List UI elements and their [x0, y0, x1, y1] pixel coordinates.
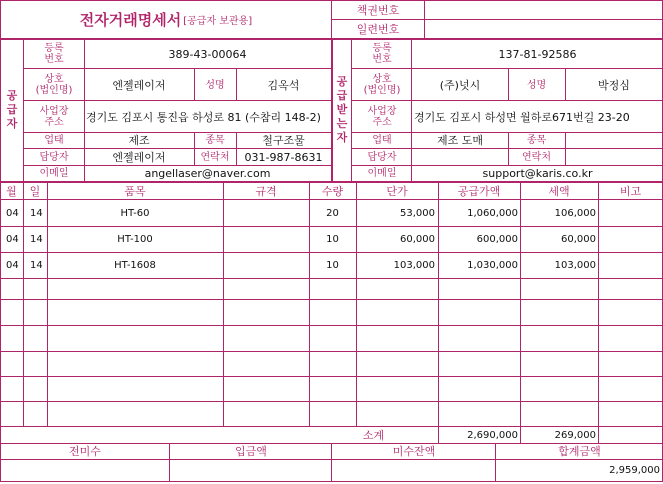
supplier-biztype-label: 업태: [44, 135, 64, 146]
grid-line: [351, 165, 663, 166]
grid-line: [169, 443, 170, 482]
supplier-email: angellaser@naver.com: [144, 166, 271, 180]
grid-line: [0, 0, 1, 482]
grid-line: [0, 226, 663, 227]
receiver-side-char: 자: [336, 131, 348, 144]
balance-value: [333, 460, 493, 480]
supplier-address: 경기도 김포시 통진읍 하성로 81 (수참리 148-2): [86, 110, 321, 124]
grid-line: [565, 132, 566, 166]
grid-line: [23, 68, 331, 69]
grid-line: [0, 401, 663, 402]
grid-line: [84, 40, 85, 182]
row-month: 04: [6, 234, 19, 245]
row-price: 103,000: [393, 260, 435, 271]
grid-line: [520, 183, 521, 444]
grid-line: [0, 325, 663, 326]
grid-line: [23, 148, 331, 149]
receiver-email-label: 이메일: [367, 167, 397, 179]
receiver-side-char: 공: [336, 75, 348, 88]
paid-label: 입금액: [235, 444, 267, 458]
grid-line: [0, 426, 663, 427]
row-tax: 103,000: [554, 260, 596, 271]
col-header-month: 월: [6, 184, 17, 198]
col-header-day: 일: [29, 184, 41, 198]
row-month: 04: [6, 260, 19, 271]
row-note: [599, 253, 662, 278]
title-main: 전자거래명세서: [79, 10, 182, 29]
grid-line: [23, 100, 331, 101]
receiver-side-label: [333, 40, 351, 180]
supplier-email-label: 이메일: [39, 167, 69, 179]
grid-line: [0, 299, 663, 300]
receiver-rep-label: 성명: [526, 79, 547, 91]
total-label: 합계금액: [558, 444, 601, 458]
subtotal-tax: 269,000: [554, 429, 596, 441]
grid-line: [23, 183, 24, 427]
grid-line: [23, 40, 24, 182]
grid-line: [351, 68, 663, 69]
unpaid-value: [1, 460, 167, 480]
volume-number-value: [426, 1, 662, 19]
receiver-contact: [413, 149, 507, 165]
row-note: [599, 227, 662, 252]
row-day: 14: [30, 208, 43, 219]
row-spec: [224, 253, 308, 278]
supplier-name-label: 상호 (법인명): [35, 74, 73, 96]
row-spec: [224, 201, 308, 226]
grid-line: [495, 443, 496, 482]
supplier-reg-label: 등록 번호: [44, 43, 64, 65]
row-qty: 20: [326, 208, 339, 219]
receiver-address: 경기도 김포시 하성면 월하로671번길 23-20: [414, 110, 630, 124]
row-day: 14: [30, 260, 43, 271]
receiver-side-char: 급: [336, 89, 348, 102]
supplier-rep: 김옥석: [267, 78, 300, 92]
col-header-price: 단가: [386, 184, 408, 198]
receiver-rep: 박정심: [598, 78, 630, 92]
receiver-side-char: 는: [336, 117, 348, 130]
col-header-tax: 세액: [548, 184, 570, 198]
grid-line: [351, 40, 352, 182]
serial-number-label: 일련번호: [356, 22, 400, 36]
col-header-qty: 수량: [321, 184, 344, 198]
grid-line: [331, 443, 332, 482]
receiver-contact-label: 담당자: [367, 151, 397, 163]
grid-line: [508, 132, 509, 166]
grid-line: [0, 376, 663, 377]
row-tax: 106,000: [554, 208, 596, 219]
row-item: HT-1608: [114, 260, 156, 271]
receiver-bizitem: [566, 133, 662, 148]
row-day: 14: [30, 234, 43, 245]
receiver-addr-label: 사업장 주소: [367, 106, 397, 128]
receiver-side-char: 받: [336, 103, 348, 116]
receiver-name: (주)넛시: [439, 78, 481, 92]
supplier-side-char: 공: [6, 89, 18, 102]
paid-value: [171, 460, 329, 480]
grid-line: [0, 278, 663, 279]
supplier-bizitem: 철구조물: [262, 134, 305, 147]
col-header-spec: 규격: [255, 184, 277, 198]
supplier-side-char: 급: [6, 103, 18, 116]
supplier-rep-label: 성명: [205, 79, 225, 91]
total-value: 2,959,000: [609, 464, 660, 476]
grid-line: [236, 68, 237, 101]
receiver-reg-number: 137-81-92586: [498, 47, 577, 61]
grid-line: [0, 181, 663, 183]
supplier-contact: 엔젤레이저: [112, 150, 166, 164]
volume-number-label: 책권번호: [356, 3, 400, 17]
grid-line: [351, 132, 663, 133]
receiver-bizitem-label: 종목: [526, 135, 547, 146]
grid-line: [47, 183, 48, 427]
col-header-note: 비고: [619, 184, 642, 198]
col-header-supply: 공급가액: [457, 184, 501, 198]
supplier-contact-label: 담당자: [39, 151, 69, 163]
receiver-reg-label: 등록 번호: [372, 43, 392, 65]
grid-line: [508, 68, 509, 101]
row-item: HT-100: [117, 234, 153, 245]
supplier-addr-label: 사업장 주소: [39, 106, 69, 128]
receiver-email: support@karis.co.kr: [482, 166, 593, 180]
grid-line: [309, 183, 310, 427]
subtotal-supply: 2,690,000: [467, 429, 518, 441]
row-supply: 1,060,000: [467, 208, 518, 219]
row-price: 53,000: [400, 208, 435, 219]
supplier-phone-label: 연락처: [200, 151, 230, 163]
grid-line: [331, 19, 663, 20]
grid-line: [194, 132, 195, 166]
row-qty: 10: [326, 260, 339, 271]
grid-line: [0, 252, 663, 253]
receiver-biztype: 제조 도매: [436, 134, 483, 147]
grid-line: [598, 183, 599, 444]
row-tax: 60,000: [561, 234, 596, 245]
grid-line: [351, 148, 663, 149]
receiver-phone-label: 연락처: [522, 151, 551, 163]
grid-line: [23, 132, 331, 133]
row-supply: 600,000: [476, 234, 518, 245]
grid-line: [565, 68, 566, 101]
row-qty: 10: [326, 234, 339, 245]
balance-label: 미수잔액: [392, 444, 436, 458]
supplier-reg-number: 389-43-00064: [168, 47, 247, 61]
row-spec: [224, 227, 308, 252]
supplier-bizitem-label: 종목: [205, 135, 225, 146]
grid-line: [331, 38, 333, 182]
row-month: 04: [6, 208, 19, 219]
receiver-name-label: 상호 (법인명): [363, 74, 401, 96]
title-sub: [공급자 보관용]: [183, 15, 253, 27]
supplier-name: 엔젤레이저: [112, 78, 166, 92]
row-item: HT-60: [120, 208, 150, 219]
row-price: 60,000: [400, 234, 435, 245]
grid-line: [194, 68, 195, 101]
grid-line: [351, 100, 663, 101]
document-title: [2, 2, 330, 36]
supplier-side-char: 자: [6, 117, 18, 130]
unpaid-label: 전미수: [69, 444, 101, 458]
grid-line: [411, 40, 412, 182]
receiver-phone: [566, 149, 662, 165]
grid-line: [23, 165, 331, 166]
row-supply: 1,030,000: [467, 260, 518, 271]
grid-line: [356, 183, 357, 427]
serial-number-value: [426, 20, 662, 38]
receiver-biztype-label: 업태: [372, 135, 392, 146]
col-header-item: 품목: [124, 184, 146, 198]
supplier-biztype: 제조: [128, 134, 150, 147]
row-note: [599, 201, 662, 226]
subtotal-label: 소계: [362, 428, 385, 442]
grid-line: [236, 132, 237, 166]
grid-line: [223, 183, 224, 427]
supplier-side-label: [1, 40, 23, 180]
grid-line: [438, 183, 439, 444]
grid-line: [0, 351, 663, 352]
grid-line: [0, 199, 663, 200]
supplier-phone: 031-987-8631: [244, 150, 323, 164]
